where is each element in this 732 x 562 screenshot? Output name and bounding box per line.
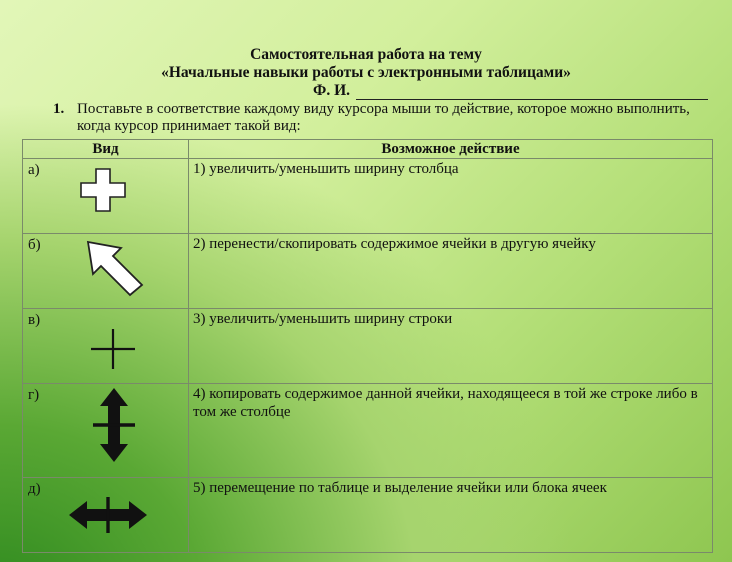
- cursor-cell: [23, 384, 189, 478]
- question-number: 1.: [53, 101, 65, 117]
- row-letter: а): [28, 162, 40, 178]
- table-row: [23, 159, 713, 234]
- name-label: Ф. И.: [313, 82, 350, 99]
- table-row: [23, 234, 713, 309]
- header-action: Возможное действие: [189, 140, 713, 159]
- matching-table: [22, 139, 713, 553]
- name-blank-line: [356, 99, 708, 100]
- action-cell: 1) увеличить/уменьшить ширину столбца: [189, 159, 713, 234]
- table-header-row: [23, 140, 713, 159]
- row-letter: в): [28, 312, 41, 328]
- white-arrow-cursor-icon: [85, 239, 147, 297]
- cursor-cell: [23, 159, 189, 234]
- row-letter: д): [28, 481, 41, 497]
- cursor-cell: [23, 234, 189, 309]
- worksheet-topic: «Начальные навыки работы с электронными таблицами»: [161, 64, 571, 81]
- thin-cross-cursor-icon: [89, 327, 137, 371]
- horizontal-resize-cursor-icon: [67, 494, 149, 536]
- vertical-resize-cursor-icon: [89, 386, 139, 464]
- action-cell: 3) увеличить/уменьшить ширину строки: [189, 309, 713, 384]
- table-row: [23, 384, 713, 478]
- action-cell: 4) копировать содержимое данной ячейки, находящееся в той же строке либо в том же столбце: [189, 384, 713, 478]
- cursor-cell: [23, 478, 189, 553]
- cursor-cell: [23, 309, 189, 384]
- worksheet-title: Самостоятельная работа на тему: [250, 46, 482, 63]
- header-kind: Вид: [23, 140, 189, 159]
- row-letter: г): [28, 387, 40, 403]
- white-plus-cursor-icon: [79, 167, 129, 213]
- row-letter: б): [28, 237, 41, 253]
- table-row: [23, 478, 713, 553]
- table-row: [23, 309, 713, 384]
- action-cell: 2) перенести/скопировать содержимое ячейки в другую ячейку: [189, 234, 713, 309]
- question-text: Поставьте в соответствие каждому виду курсора мыши то действие, которое можно выполнить, когда курсор принимает такой вид:: [77, 101, 690, 134]
- action-cell: 5) перемещение по таблице и выделение ячейки или блока ячеек: [189, 478, 713, 553]
